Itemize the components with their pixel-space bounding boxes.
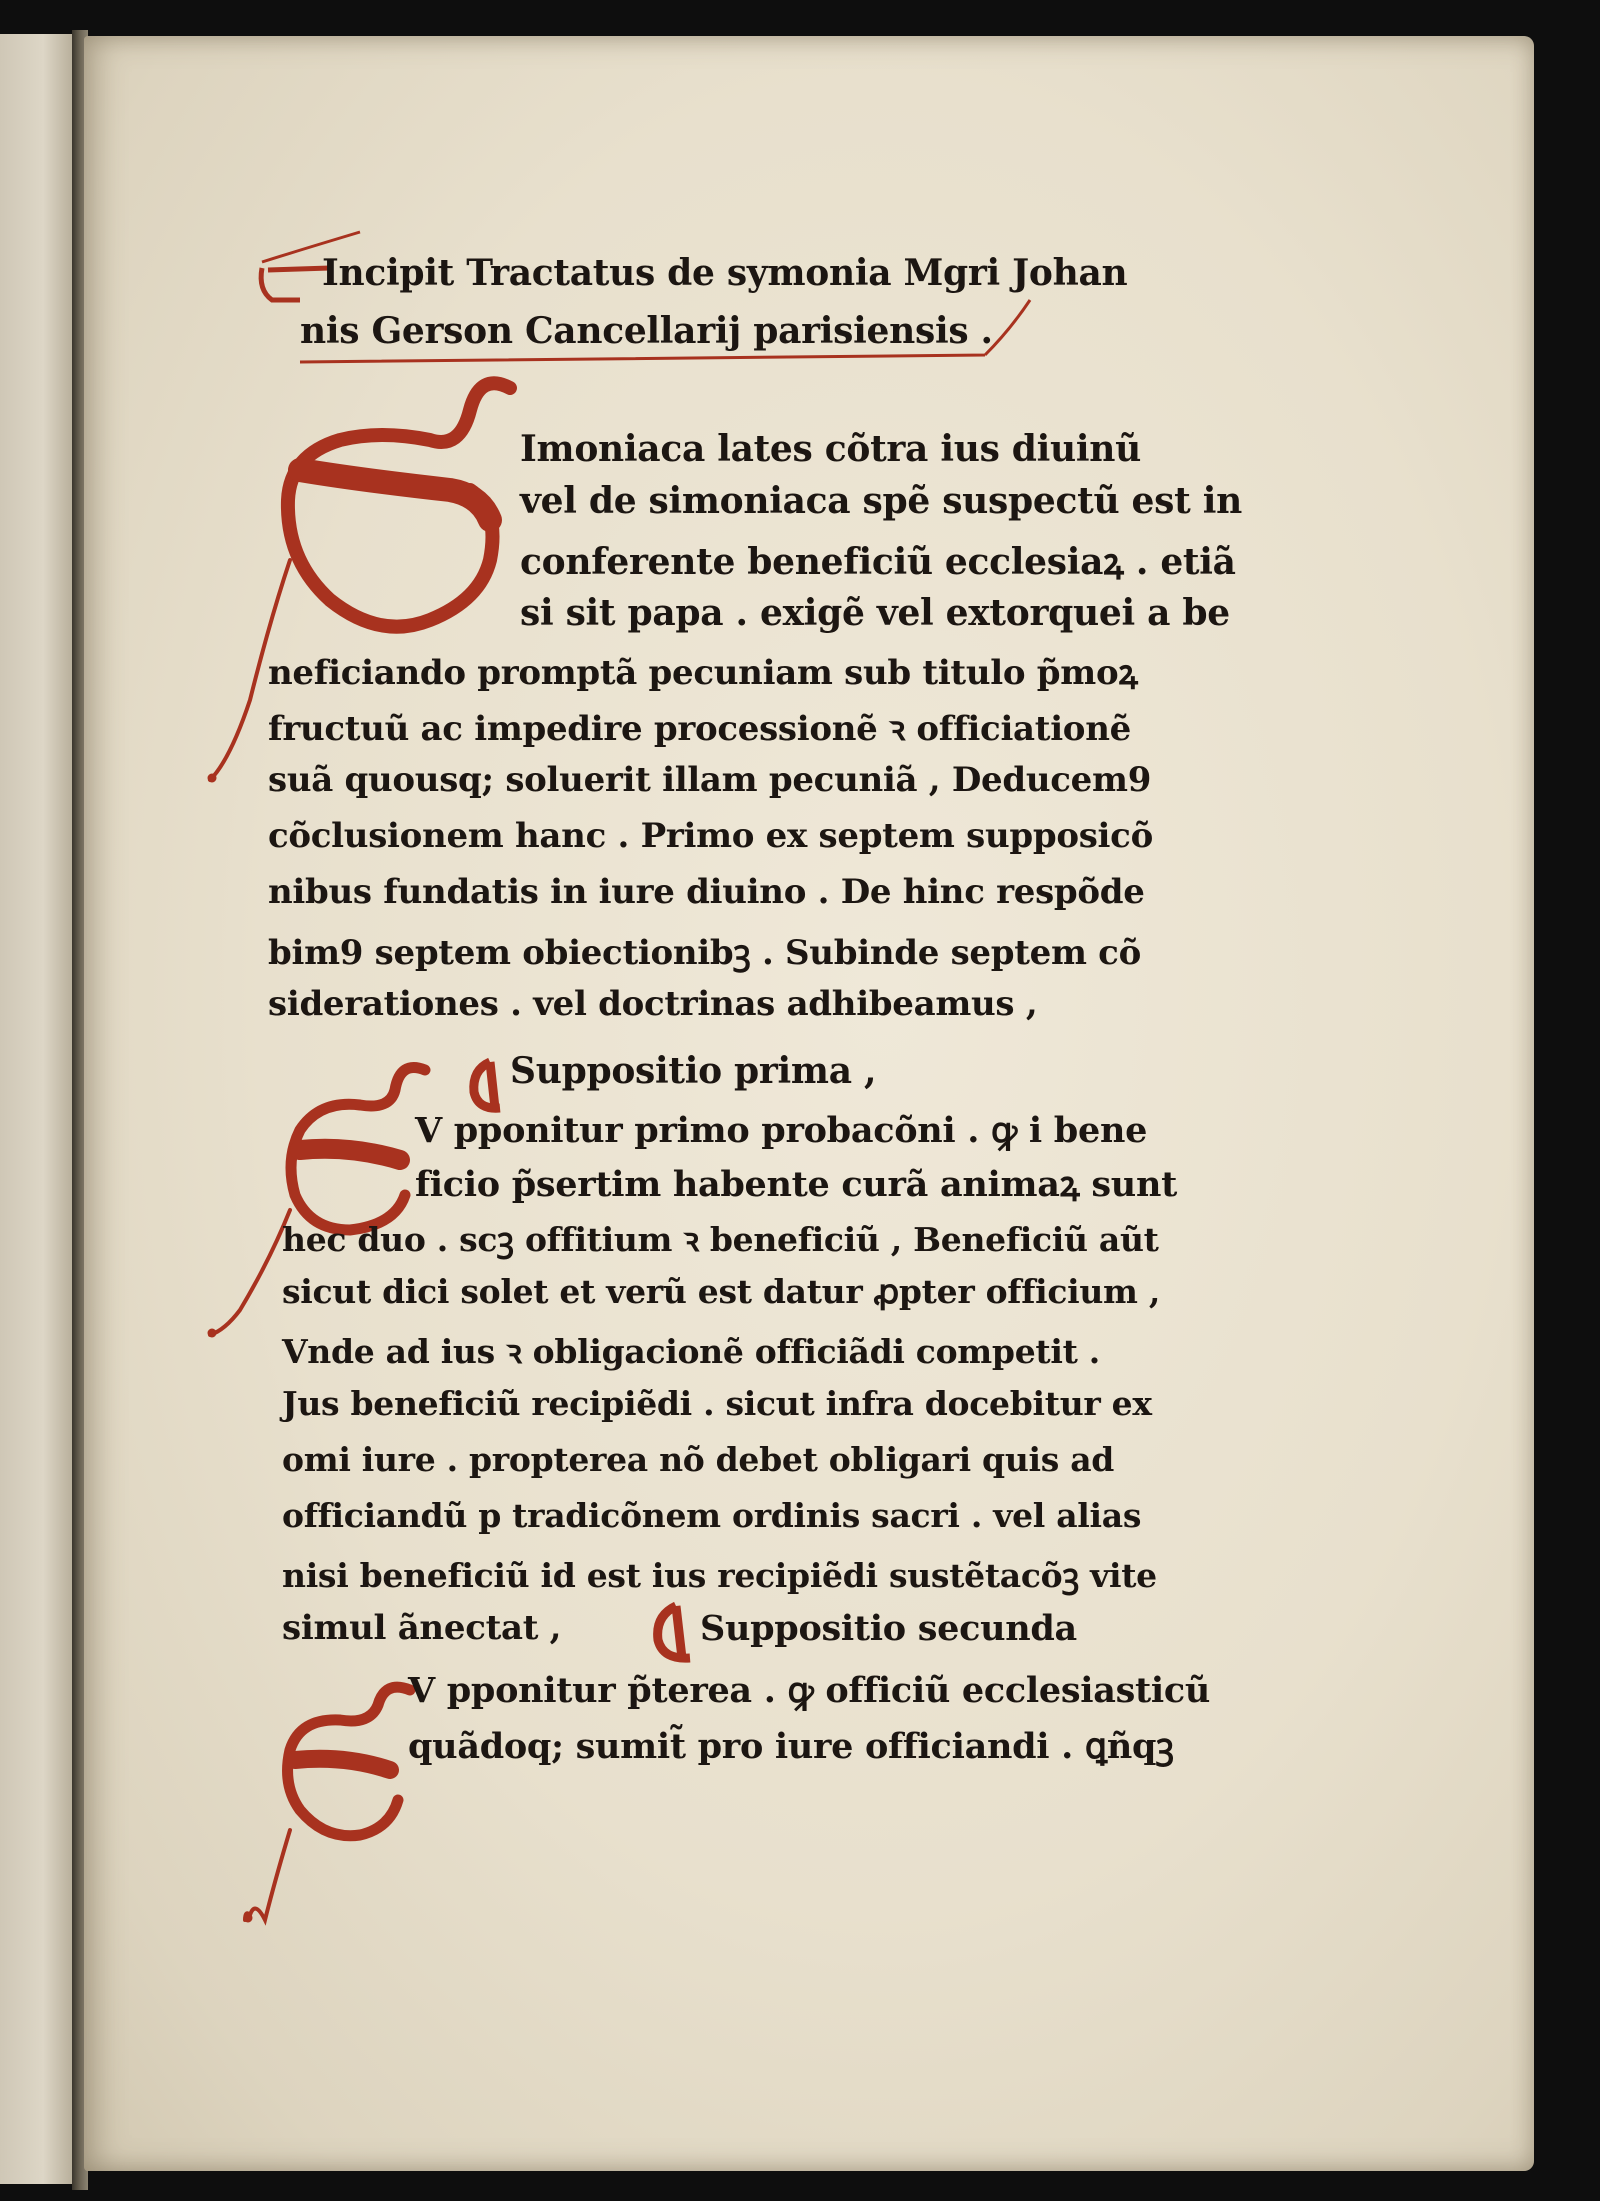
text-line: vel de simoniaca spẽ suspectũ est in [520, 480, 1242, 522]
text-line: Vnde ad ius ꝛ obligacionẽ officiãdi competit . [282, 1332, 1100, 1371]
text-line: quãdoq; sumit̃ pro iure officiandi . ꝗñqꝫ [408, 1726, 1174, 1767]
section-heading-prima: Suppositio prima , [510, 1050, 877, 1092]
text-line: bim9 septem obiectionibꝫ . Subinde septem cõ [268, 933, 1141, 973]
heading-line-1: Incipit Tractatus de symonia Mgri Johan [322, 252, 1128, 294]
text-line: siderationes . vel doctrinas adhibeamus , [268, 984, 1038, 1024]
text-line: officiandũ p tradicõnem ordinis sacri . vel alias [282, 1496, 1142, 1535]
text-line: simul ãnectat , [282, 1608, 562, 1648]
text-line: omi iure . propterea nõ debet obligari quis ad [282, 1440, 1115, 1479]
heading-line-2: nis Gerson Cancellarij parisiensis . [300, 310, 993, 352]
text-line: hec duo . scꝫ offitium ꝛ beneficiũ , Beneficiũ aũt [282, 1220, 1159, 1259]
text-line: suã quousq; soluerit illam pecuniã , Deducem9 [268, 760, 1152, 800]
text-line: sicut dici solet et verũ est datur ꝓpter officium , [282, 1272, 1161, 1311]
text-line: nibus fundatis in iure diuino . De hinc respõde [268, 872, 1145, 912]
text-line: nisi beneficiũ id est ius recipiẽdi sustẽtacõꝫ vite [282, 1556, 1157, 1595]
text-line: V pponitur p̃terea . ꝙ officiũ ecclesiasticũ [408, 1670, 1211, 1711]
text-line: Imoniaca lates cõtra ius diuinũ [520, 428, 1142, 470]
text-line: cõclusionem hanc . Primo ex septem supposicõ [268, 816, 1153, 856]
text-line: fructuũ ac impedire processionẽ ꝛ officiationẽ [268, 709, 1131, 749]
text-line: Jus beneficiũ recipiẽdi . sicut infra docebitur ex [282, 1384, 1152, 1423]
text-line: conferente beneficiũ ecclesiaꝝ . etiã [520, 541, 1236, 583]
text-line: ficio p̃sertim habente curã animaꝝ sunt [415, 1164, 1177, 1205]
text-line: V pponitur primo probacõni . ꝙ i bene [415, 1110, 1148, 1151]
text-line: neficiando promptã pecuniam sub titulo p̃moꝝ [268, 653, 1138, 693]
text-line: si sit papa . exigẽ vel extorquei a be [520, 592, 1230, 634]
section-heading-secunda: Suppositio secunda [700, 1608, 1077, 1649]
